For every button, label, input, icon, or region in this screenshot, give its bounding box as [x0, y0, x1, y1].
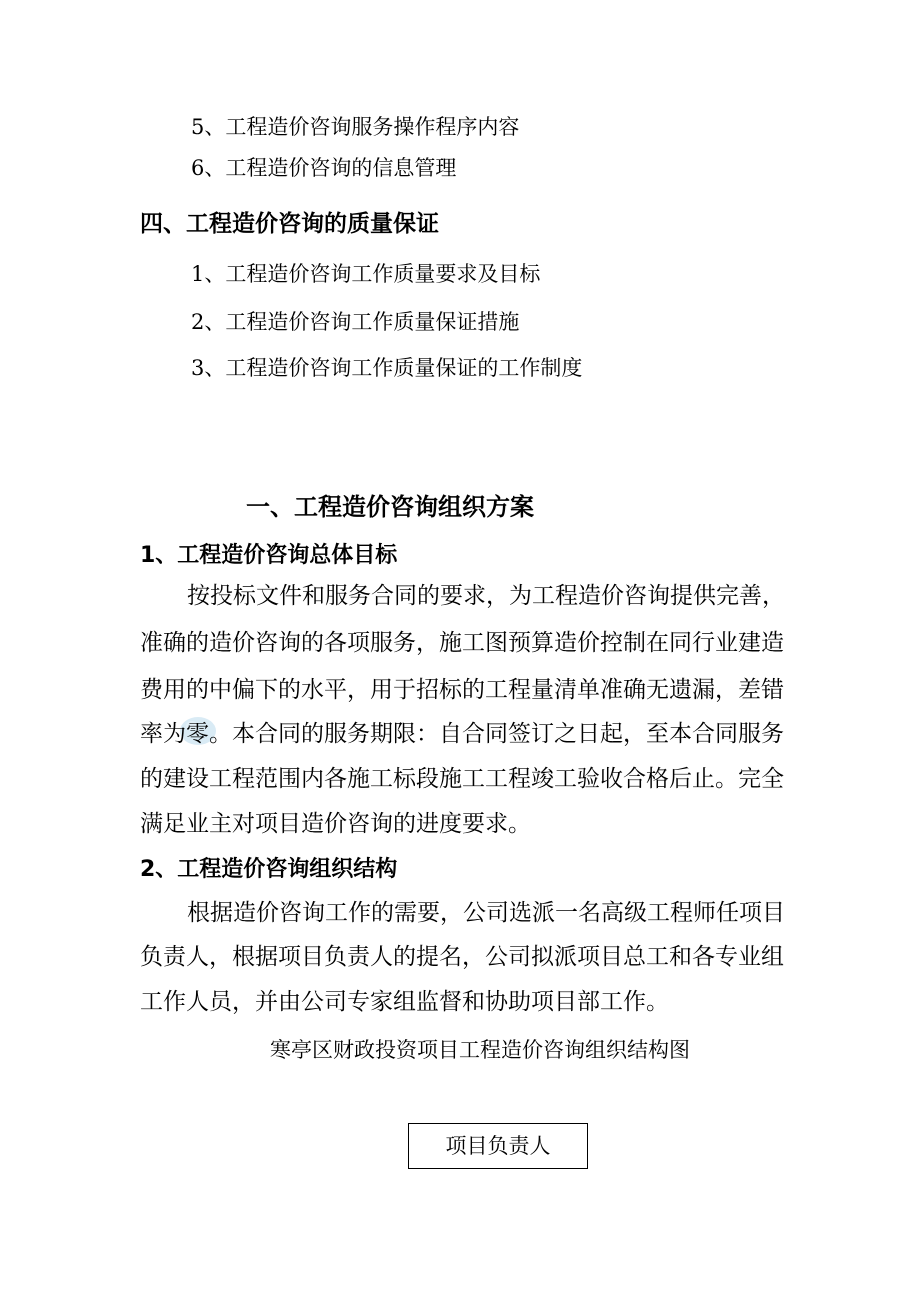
section-1-line-3: 费用的中偏下的水平，用于招标的工程量清单准确无遗漏，差错: [140, 677, 784, 703]
toc-item-3-5: 5、工程造价咨询服务操作程序内容: [191, 115, 520, 139]
section-1-heading: 1、工程造价咨询总体目标: [140, 543, 398, 568]
section-2-line-1: 根据造价咨询工作的需要，公司选派一名高级工程师任项目: [187, 900, 785, 926]
org-chart-caption: 寒亭区财政投资项目工程造价咨询组织结构图: [270, 1038, 690, 1062]
section-2-heading: 2、工程造价咨询组织结构: [140, 857, 398, 882]
section-2-line-2: 负责人，根据项目负责人的提名，公司拟派项目总工和各专业组: [140, 944, 784, 970]
toc-item-3-6: 6、工程造价咨询的信息管理: [191, 156, 457, 180]
section-1-line-5: 的建设工程范围内各施工标段施工工程竣工验收合格后止。完全: [140, 766, 784, 792]
section-1-line-1: 按投标文件和服务合同的要求，为工程造价咨询提供完善，: [187, 583, 785, 609]
org-chart-root-box: 项目负责人: [408, 1123, 588, 1169]
toc-item-4-1: 1、工程造价咨询工作质量要求及目标: [191, 262, 541, 286]
section-1-line-2: 准确的造价咨询的各项服务，施工图预算造价控制在同行业建造: [140, 630, 784, 656]
section-1-line-4: 率为零。本合同的服务期限：自合同签订之日起，至本合同服务: [140, 721, 784, 747]
chapter-title: 一、工程造价咨询组织方案: [246, 493, 534, 521]
toc-item-4-3: 3、工程造价咨询工作质量保证的工作制度: [191, 356, 583, 380]
toc-section-4-heading: 四、工程造价咨询的质量保证: [140, 211, 439, 237]
section-1-line-6: 满足业主对项目造价咨询的进度要求。: [140, 811, 531, 837]
toc-item-4-2: 2、工程造价咨询工作质量保证措施: [191, 310, 520, 334]
section-2-line-3: 工作人员，并由公司专家组监督和协助项目部工作。: [140, 989, 669, 1015]
